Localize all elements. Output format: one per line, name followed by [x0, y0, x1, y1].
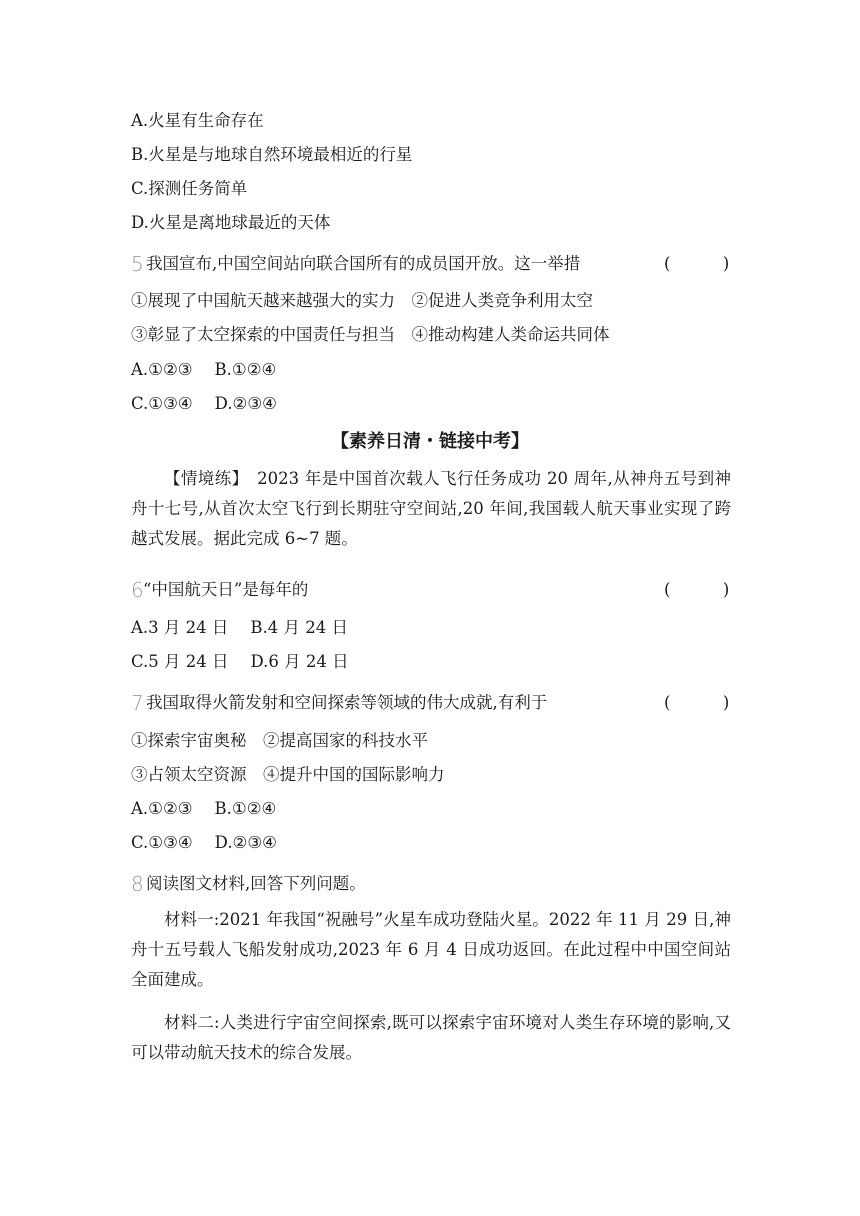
q6-number: 6 [131, 578, 144, 602]
q4-option-b: B.火星是与地球自然环境最相近的行星 [131, 145, 413, 164]
q6-option-b: B.4 月 24 日 [250, 618, 348, 637]
q5-statements-2: ③彰显了太空探索的中国责任与担当 ④推动构建人类命运共同体 [131, 325, 610, 344]
q4-option-c: C.探测任务简单 [131, 179, 248, 198]
q8-number: 8 [131, 872, 144, 896]
q5-options-row2 [131, 393, 277, 415]
q5-option-a: A.①②③ [131, 360, 193, 379]
q5-statements-1: ①展现了中国航天越来越强大的实力 ②促进人类竞争利用太空 [131, 291, 593, 310]
context-label: 【情境练】 [164, 469, 241, 488]
q7-answer-paren: ( ) [664, 693, 730, 712]
q4-option-a: A.火星有生命存在 [131, 111, 264, 130]
q8-text: 阅读图文材料,回答下列问题。 [146, 874, 366, 893]
q7-number: 7 [131, 691, 144, 715]
q5-option-c: C.①③④ [131, 394, 193, 413]
q7-option-b: B.①②④ [214, 799, 277, 818]
q7-option-a: A.①②③ [131, 799, 193, 818]
q6-text: “中国航天日”是每年的 [143, 580, 309, 599]
section-heading: 【素养日清・链接中考】 [331, 431, 529, 452]
q5-option-d: D.②③④ [214, 394, 277, 413]
q7-options-row1 [131, 798, 276, 820]
q5-answer-paren: ( ) [664, 254, 730, 273]
q6-option-d: D.6 月 24 日 [250, 652, 349, 671]
q7-option-c: C.①③④ [131, 833, 193, 852]
q5-number: 5 [131, 252, 144, 276]
q7-options-row2 [131, 832, 277, 854]
context-paragraph [131, 464, 731, 554]
q6-options-row1 [131, 617, 348, 639]
q6-answer-paren: ( ) [664, 580, 730, 599]
q4-option-d: D.火星是离地球最近的天体 [131, 213, 331, 232]
q6-option-c: C.5 月 24 日 [131, 652, 229, 671]
q7-statements-2: ③占领太空资源 ④提升中国的国际影响力 [131, 765, 445, 784]
q5-option-b: B.①②④ [214, 360, 277, 379]
q6-options-row2 [131, 651, 349, 673]
q5-options-row1 [131, 359, 276, 381]
q6-option-a: A.3 月 24 日 [131, 618, 229, 637]
q7-option-d: D.②③④ [214, 833, 277, 852]
q7-statements-1: ①探索宇宙奥秘 ②提高国家的科技水平 [131, 731, 428, 750]
context-text: 2023 年是中国首次载人飞行任务成功 20 周年,从神舟五号到神舟十七号,从首次太空飞行到长期驻守空间站,20 年间,我国载人航天事业实现了跨越式发展。据此完成 6~7 题。 [131, 469, 732, 548]
q8-material-1: 材料一:2021 年我国“祝融号”火星车成功登陆火星。2022 年 11 月 29 日,神舟十五号载人飞船发射成功,2023 年 6 月 4 日成功返回。在此过程中中国空间站全面建成。 [131, 910, 731, 989]
q7-text: 我国取得火箭发射和空间探索等领域的伟大成就,有利于 [146, 693, 548, 712]
q8-material-2: 材料二:人类进行宇宙空间探索,既可以探索宇宙环境对人类生存环境的影响,又可以带动航天技术的综合发展。 [131, 1013, 731, 1062]
q5-text: 我国宣布,中国空间站向联合国所有的成员国开放。这一举措 [146, 254, 581, 273]
